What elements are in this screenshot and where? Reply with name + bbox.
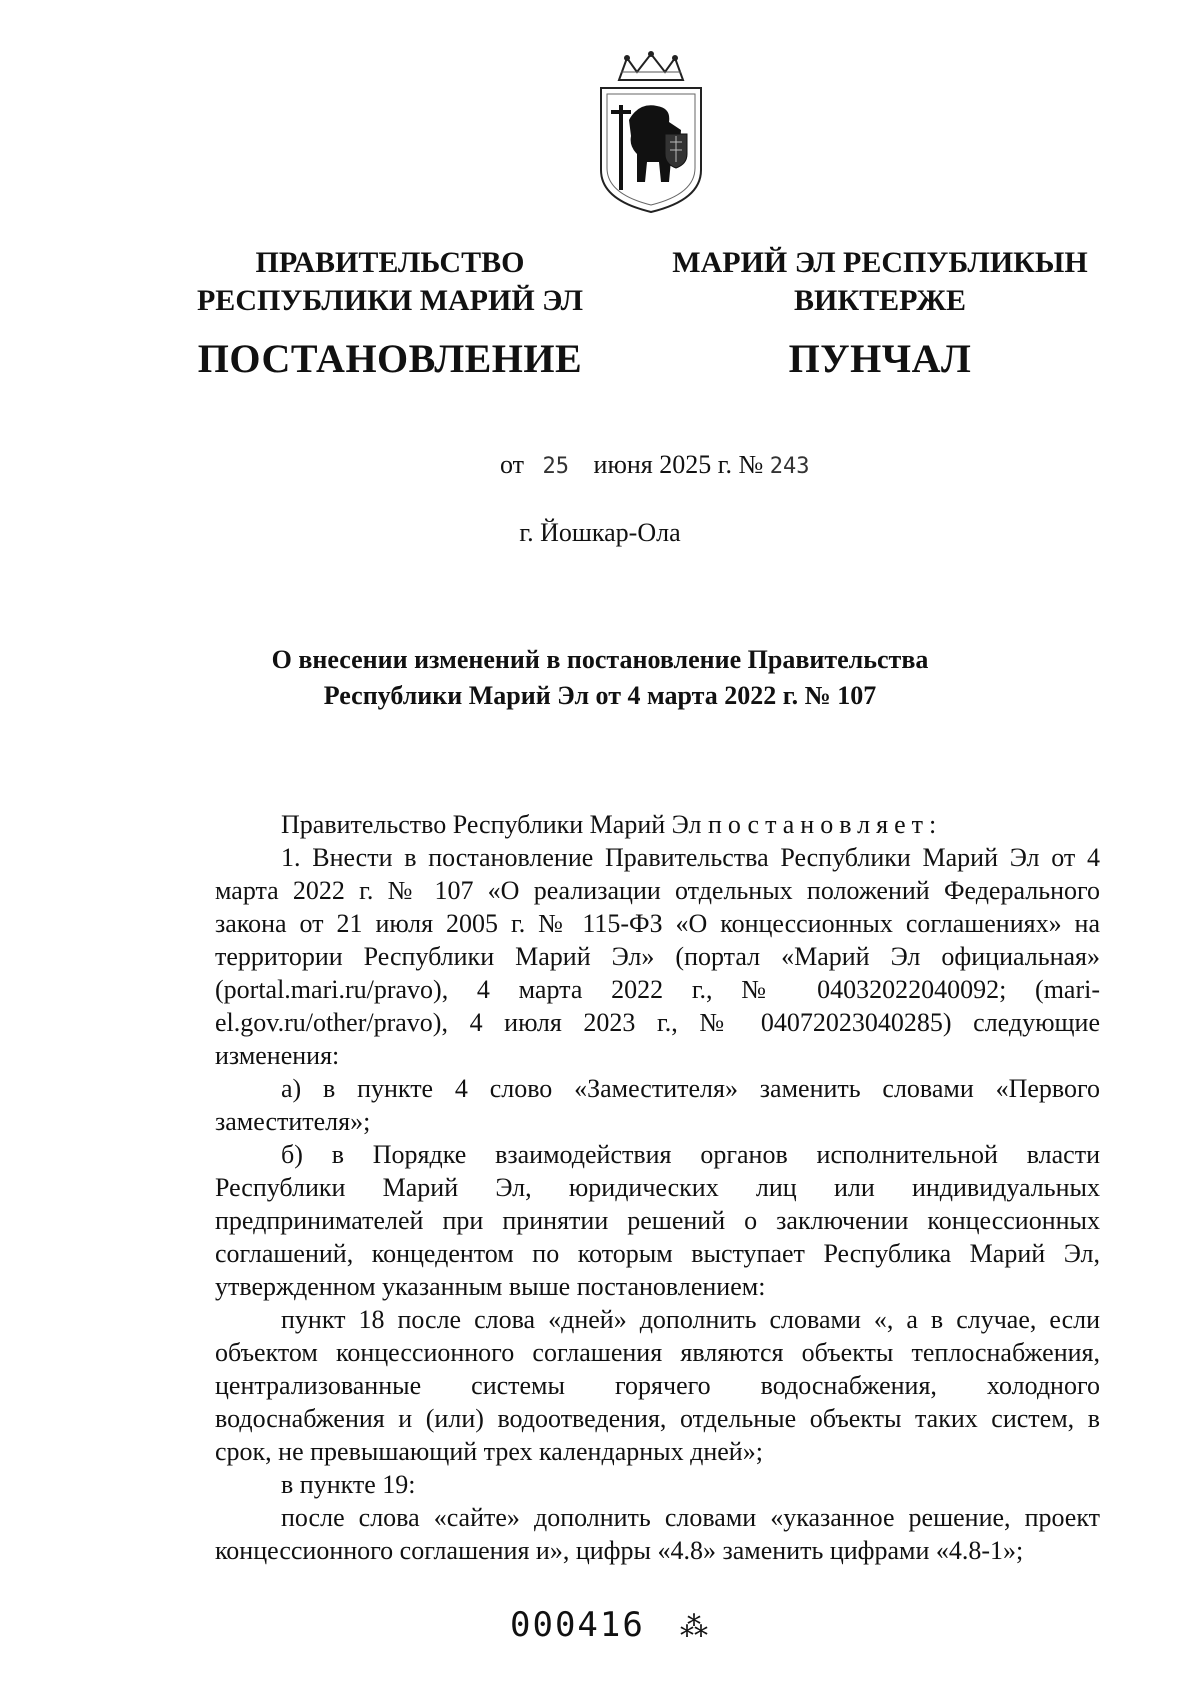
header-right-block	[660, 244, 1100, 384]
paragraph-1: 1. Внести в постановление Правительства Республики Марий Эл от 4 марта 2022 г. № 107 «О реализации отдельных положений Федерального закона от 21 июля 2005 г. № 115-ФЗ «О концессионных соглашениях» на территории Республики Марий Эл» (портал «Марий Эл официальная» (portal.mari.ru/pravo), 4 марта 2022 г., № 04032022040092; (mari-el.gov.ru/other/pravo), 4 июля 2023 г., № 04072023040285) следующие изменения:	[215, 843, 1100, 1070]
paragraph-a: а) в пункте 4 слово «Заместителя» заменить словами «Первого заместителя»;	[215, 1074, 1100, 1136]
header-left-line1: ПРАВИТЕЛЬСТВО	[255, 246, 525, 279]
title-line2: Республики Марий Эл от 4 марта 2022 г. № 107	[323, 681, 877, 710]
header-left-block	[190, 244, 590, 384]
date-prefix: от	[500, 450, 525, 479]
paragraph-point-19: в пункте 19:	[281, 1470, 416, 1499]
footer-mark-icon: ⁂	[680, 1612, 708, 1643]
paragraph-point-18: пункт 18 после слова «дней» дополнить словами «, а в случае, если объектом концессионного соглашения являются объекты теплоснабжения, централизованные системы горячего водоснабжения, холодного водоснабжения и (или) водоотведения, отдельные объекты таких систем, в срок, не превышающий трех календарных дней»;	[215, 1305, 1100, 1466]
document-type-mari: ПУНЧАЛ	[788, 336, 972, 381]
paragraph-b: б) в Порядке взаимодействия органов исполнительной власти Республики Марий Эл, юридических лиц или индивидуальных предпринимателей при принятии решений о заключении концессионных соглашений, концедентом по которым выступает Республика Марий Эл, утвержденном указанным выше постановлением:	[215, 1140, 1100, 1301]
document-type-ru: ПОСТАНОВЛЕНИЕ	[197, 336, 583, 381]
intro-paragraph	[215, 808, 1100, 841]
document-date-line	[500, 450, 810, 480]
serial-number: 000416	[510, 1605, 645, 1645]
coat-of-arms-emblem	[591, 50, 711, 220]
header-right-line2: ВИКТЕРЖЕ	[793, 284, 967, 317]
document-number: 243	[769, 454, 810, 479]
date-rest: июня 2025 г. №	[593, 450, 764, 479]
document-body	[215, 808, 1100, 1567]
header-right-line1: МАРИЙ ЭЛ РЕСПУБЛИКЫН	[672, 246, 1088, 279]
date-day: 25	[542, 454, 570, 479]
document-title	[200, 642, 1000, 714]
city: г. Йошкар-Ола	[519, 518, 681, 547]
intro-resolves: постановляет:	[707, 810, 943, 839]
intro-text: Правительство Республики Марий Эл	[281, 810, 702, 839]
header-left-line2: РЕСПУБЛИКИ МАРИЙ ЭЛ	[196, 284, 583, 317]
paragraph-after-site: после слова «сайте» дополнить словами «указанное решение, проект концессионного соглашения и», цифры «4.8» заменить цифрами «4.8-1»;	[215, 1503, 1100, 1565]
title-line1: О внесении изменений в постановление Правительства	[271, 645, 929, 674]
